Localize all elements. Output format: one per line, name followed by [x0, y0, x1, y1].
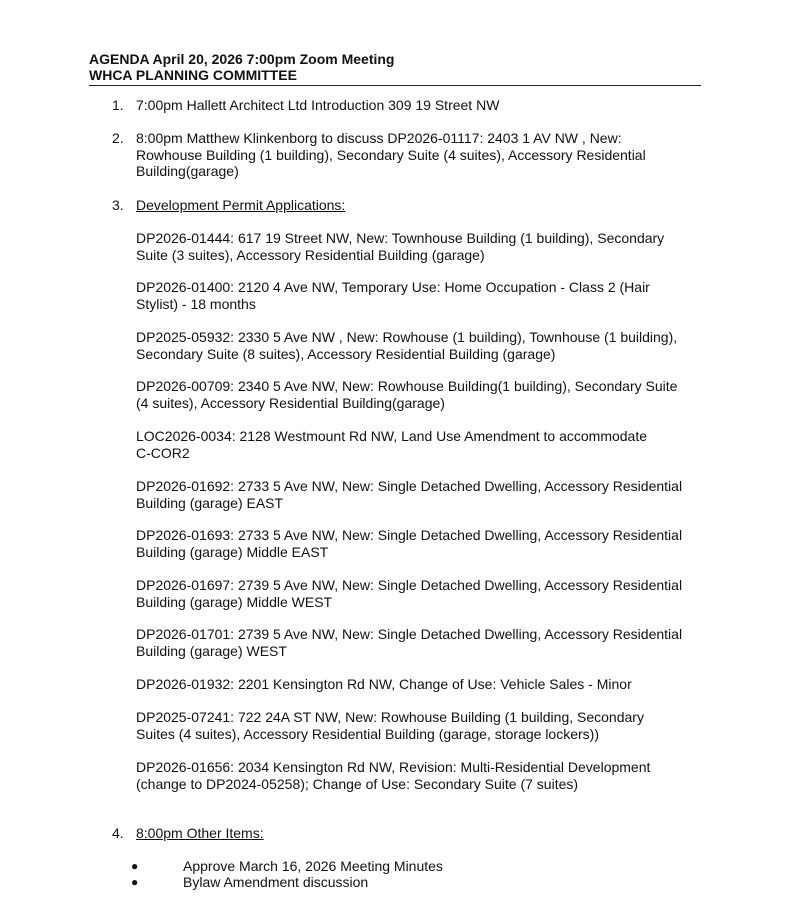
other-item: Approve March 16, 2026 Meeting Minutes [183, 858, 443, 874]
committee-name: WHCA PLANNING COMMITTEE [89, 67, 297, 83]
application-entry [136, 759, 706, 792]
application-line: DP2026-01701: 2739 5 Ave NW, New: Single Detached Dwelling, Accessory Residential [136, 626, 683, 642]
application-line: DP2026-01656: 2034 Kensington Rd NW, Revision: Multi-Residential Development [136, 759, 651, 775]
application-line: DP2026-01692: 2733 5 Ave NW, New: Single Detached Dwelling, Accessory Residential [136, 478, 683, 494]
item-number: 3. [112, 197, 124, 213]
item-text-line: Building(garage) [136, 163, 239, 179]
application-line: Secondary Suite (8 suites), Accessory Residential Building (garage) [136, 345, 556, 362]
application-entry [136, 279, 706, 312]
application-entry [136, 329, 706, 362]
item-text-line: 8:00pm Matthew Klinkenborg to discuss DP2026-01117: 2403 1 AV NW , New: [136, 130, 622, 146]
development-permit-heading: Development Permit Applications: [136, 197, 346, 213]
agenda-header [89, 51, 394, 83]
application-entry [136, 378, 706, 411]
item-text-line: Rowhouse Building (1 building), Secondary Suite (4 suites), Accessory Residential [136, 146, 646, 163]
application-line: Suite (3 suites), Accessory Residential Building (garage) [136, 246, 485, 263]
application-line: C-COR2 [136, 444, 190, 461]
item-number: 1. [112, 97, 124, 113]
application-line: (change to DP2024-05258); Change of Use: Secondary Suite (7 suites) [136, 775, 579, 792]
agenda-item-1 [136, 97, 706, 114]
application-line: DP2026-01932: 2201 Kensington Rd NW, Change of Use: Vehicle Sales - Minor [136, 676, 632, 692]
application-line: Stylist) - 18 months [136, 295, 256, 312]
application-line: Building (garage) EAST [136, 494, 284, 511]
item-number: 4. [112, 825, 124, 841]
application-entry [136, 709, 706, 742]
application-line: (4 suites), Accessory Residential Building(garage) [136, 394, 445, 411]
agenda-title: AGENDA April 20, 2026 7:00pm Zoom Meeting [89, 51, 395, 67]
application-line: Building (garage) Middle EAST [136, 543, 329, 560]
application-entry [136, 527, 706, 560]
application-line: LOC2026-0034: 2128 Westmount Rd NW, Land Use Amendment to accommodate [136, 428, 648, 444]
application-line: DP2025-05932: 2330 5 Ave NW , New: Rowhouse (1 building), Townhouse (1 building), [136, 329, 678, 345]
application-line: DP2026-01400: 2120 4 Ave NW, Temporary Use: Home Occupation - Class 2 (Hair [136, 279, 650, 295]
application-line: DP2026-00709: 2340 5 Ave NW, New: Rowhouse Building(1 building), Secondary Suite [136, 378, 678, 394]
item-number: 2. [112, 130, 124, 146]
application-entry [136, 676, 706, 693]
application-line: DP2026-01693: 2733 5 Ave NW, New: Single Detached Dwelling, Accessory Residential [136, 527, 683, 543]
application-line: Building (garage) WEST [136, 642, 287, 659]
application-entry [136, 577, 706, 610]
application-entry [136, 626, 706, 659]
item-text-line: 7:00pm Hallett Architect Ltd Introduction 309 19 Street NW [136, 97, 500, 113]
application-line: Suites (4 suites), Accessory Residential Building (garage, storage lockers)) [136, 725, 599, 742]
header-divider [89, 85, 701, 86]
agenda-item-2 [136, 130, 706, 180]
bullet-icon: ● [131, 875, 139, 889]
application-line: DP2026-01444: 617 19 Street NW, New: Townhouse Building (1 building), Secondary [136, 230, 665, 246]
application-line: Building (garage) Middle WEST [136, 593, 333, 610]
bullet-icon: ● [131, 859, 139, 873]
application-line: DP2025-07241: 722 24A ST NW, New: Rowhouse Building (1 building, Secondary [136, 709, 644, 725]
application-entry [136, 428, 706, 461]
other-items-heading: 8:00pm Other Items: [136, 825, 264, 841]
application-line: DP2026-01697: 2739 5 Ave NW, New: Single Detached Dwelling, Accessory Residential [136, 577, 683, 593]
application-entry [136, 478, 706, 511]
other-item: Bylaw Amendment discussion [183, 874, 369, 890]
application-entry [136, 230, 706, 263]
